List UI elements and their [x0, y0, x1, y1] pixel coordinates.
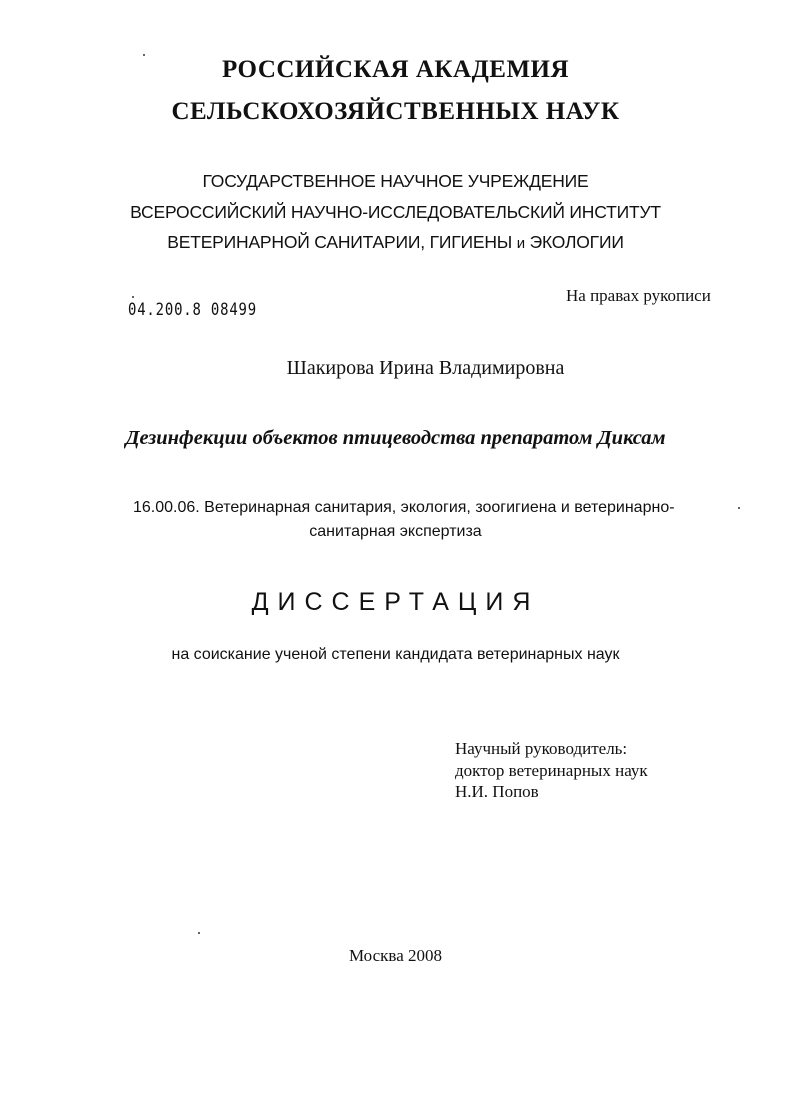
- scan-speck: [143, 54, 145, 56]
- institution-line2: ВСЕРОССИЙСКИЙ НАУЧНО-ИССЛЕДОВАТЕЛЬСКИЙ ИНСТИТУТ: [130, 202, 661, 222]
- institution-line1: ГОСУДАРСТВЕННОЕ НАУЧНОЕ УЧРЕЖДЕНИЕ: [202, 171, 589, 191]
- manuscript-rights-note: На правах рукописи: [566, 286, 711, 305]
- supervisor-label: Научный руководитель:: [455, 739, 628, 758]
- city-year: Москва 2008: [348, 946, 443, 965]
- specialty-line1: 16.00.06. Ветеринарная санитария, экология, зоогигиена и ветеринарно-: [133, 499, 675, 516]
- scan-speck: [198, 932, 200, 934]
- document-type: ДИССЕРТАЦИЯ: [251, 588, 540, 616]
- institution-line3-end: ЭКОЛОГИИ: [524, 232, 624, 252]
- supervisor-degree: доктор ветеринарных наук: [455, 761, 648, 780]
- academy-name-line1: РОССИЙСКАЯ АКАДЕМИЯ: [221, 56, 570, 83]
- archive-stamp-number: 04.200.8 08499: [128, 300, 257, 320]
- institution-line3-main: ВЕТЕРИНАРНОЙ САНИТАРИИ, ГИГИЕНЫ: [167, 232, 517, 252]
- academy-name-line2: СЕЛЬСКОХОЗЯЙСТВЕННЫХ НАУК: [171, 98, 620, 125]
- institution-line3-conjunction: и: [516, 235, 525, 252]
- institution-line3: [0, 232, 791, 253]
- scan-speck: [738, 507, 740, 509]
- thesis-title: Дезинфекции объектов птицеводства препаратом Диксам: [125, 427, 666, 449]
- supervisor-name: Н.И. Попов: [455, 782, 539, 801]
- scan-speck: [132, 296, 134, 298]
- degree-line: на соискание ученой степени кандидата ветеринарных наук: [171, 646, 620, 663]
- specialty-line2: санитарная экспертиза: [309, 523, 482, 540]
- author-name: Шакирова Ирина Владимировна: [286, 357, 565, 379]
